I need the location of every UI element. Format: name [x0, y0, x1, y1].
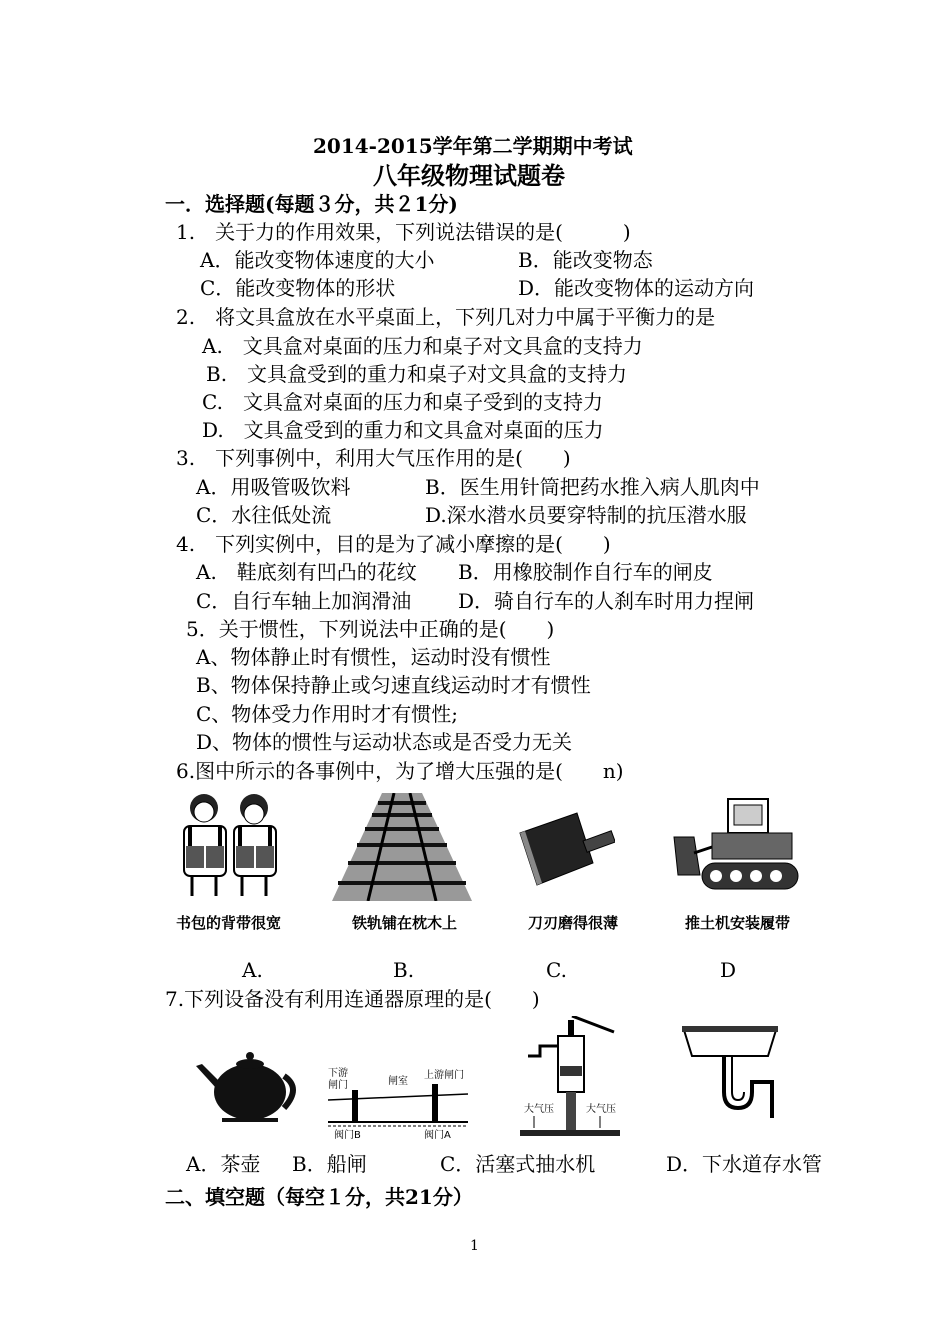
railway-track-image	[332, 793, 472, 901]
q6-label-d: D	[720, 958, 737, 982]
pump-label-right: 大气压	[586, 1104, 616, 1115]
lock-label-valve-a: 阀门A	[424, 1130, 451, 1140]
q6-label-c: C.	[546, 958, 567, 982]
backpack-students-image	[172, 790, 292, 900]
q6-stem: 6.图中所示的各事例中，为了增大压强的是( n)	[176, 759, 624, 783]
lock-label-chamber: 闸室	[388, 1076, 408, 1087]
bulldozer-image	[672, 793, 802, 898]
q1-option-d: D．能改变物体的运动方向	[518, 276, 755, 300]
q5-stem: 5．关于惯性，下列说法中正确的是( )	[186, 617, 555, 641]
q4-option-b: B．用橡胶制作自行车的闸皮	[458, 560, 713, 584]
q7-option-a: A．茶壶	[186, 1152, 261, 1176]
q7-option-d: D．下水道存水管	[666, 1152, 823, 1176]
pump-label-left: 大气压	[524, 1104, 554, 1115]
q5-option-d: D、物体的惯性与运动状态或是否受力无关	[196, 730, 573, 754]
lock-label-down-gate: 闸门	[328, 1080, 348, 1091]
ship-lock-diagram	[328, 1066, 468, 1140]
section-1-title: 一．选择题(每题３分，共２1分)	[165, 192, 458, 216]
q4-option-a: A. 鞋底刻有凹凸的花纹	[196, 560, 417, 584]
q2-option-d: D. 文具盒受到的重力和文具盒对桌面的压力	[202, 418, 604, 442]
q3-option-a: A．用吸管吸饮料	[196, 475, 351, 499]
q4-option-c: C．自行车轴上加润滑油	[196, 589, 412, 613]
q6-label-a: A.	[242, 958, 263, 982]
q2-option-a: A. 文具盒对桌面的压力和桌子对文具盒的支持力	[202, 334, 643, 358]
drain-trap-diagram	[680, 1022, 780, 1122]
q2-option-c: C. 文具盒对桌面的压力和桌子受到的支持力	[202, 390, 603, 414]
q6-caption-d: 推土机安装履带	[685, 914, 791, 932]
paper-title: 八年级物理试题卷	[373, 161, 565, 190]
lock-label-down: 下游	[328, 1068, 348, 1079]
q3-option-b: B．医生用针筒把药水推入病人肌肉中	[425, 475, 760, 499]
q6-label-b: B.	[393, 958, 415, 982]
section-2-title: 二、填空题（每空１分，共21分）	[165, 1185, 473, 1209]
q3-option-d: D.深水潜水员要穿特制的抗压潜水服	[425, 503, 747, 527]
q2-option-b: B. 文具盒受到的重力和桌子对文具盒的支持力	[206, 362, 628, 386]
q7-option-b: B．船闸	[292, 1152, 367, 1176]
q4-option-d: D．骑自行车的人刹车时用力捏闸	[458, 589, 755, 613]
lock-label-valve-b: 阀门B	[334, 1130, 361, 1140]
lock-label-up-gate: 上游闸门	[424, 1070, 464, 1081]
q3-option-c: C．水往低处流	[196, 503, 332, 527]
q6-caption-a: 书包的背带很宽	[176, 914, 282, 932]
q3-stem: 3. 下列事例中，利用大气压作用的是( )	[176, 446, 571, 470]
cleaver-knife-image	[515, 805, 615, 895]
q5-option-b: B、物体保持静止或匀速直线运动时才有惯性	[196, 673, 591, 697]
q6-caption-c: 刀刃磨得很薄	[528, 914, 619, 932]
q1-option-a: A．能改变物体速度的大小	[200, 248, 435, 272]
q1-option-c: C．能改变物体的形状	[200, 276, 396, 300]
q1-stem: 1. 关于力的作用效果，下列说法错误的是( )	[176, 220, 631, 244]
exam-title: 2014-2015学年第二学期期中考试	[313, 134, 633, 158]
page-number: 1	[470, 1238, 479, 1254]
q6-caption-b: 铁轨铺在枕木上	[352, 914, 458, 932]
q7-option-c: C．活塞式抽水机	[440, 1152, 596, 1176]
q4-stem: 4. 下列实例中，目的是为了减小摩擦的是( )	[176, 532, 611, 556]
q5-option-a: A、物体静止时有惯性，运动时没有惯性	[196, 645, 551, 669]
q1-option-b: B．能改变物态	[518, 248, 653, 272]
q7-stem: 7.下列设备没有利用连通器原理的是( )	[165, 987, 540, 1011]
piston-pump-diagram	[520, 1016, 620, 1140]
q2-stem: 2. 将文具盒放在水平桌面上，下列几对力中属于平衡力的是	[176, 305, 716, 329]
teapot-image	[192, 1048, 302, 1123]
q5-option-c: C、物体受力作用时才有惯性;	[196, 702, 459, 726]
